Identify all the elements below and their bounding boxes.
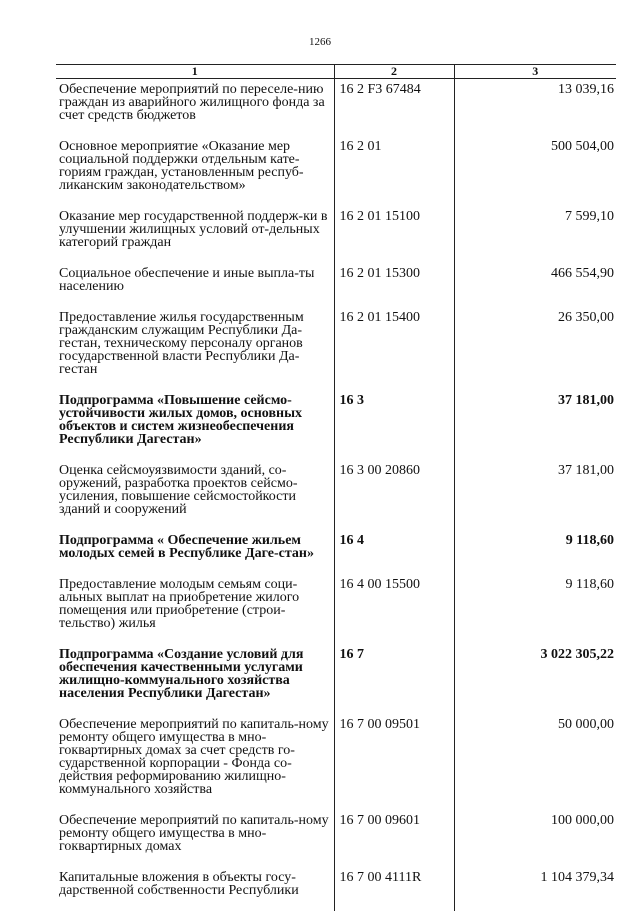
row-code-cell: 16 4 00 15500 <box>334 574 454 644</box>
row-amount-cell: 50 000,00 <box>454 714 616 810</box>
column-header-1: 1 <box>56 65 334 79</box>
table-row <box>56 460 616 530</box>
row-code-cell: 16 2 F3 67484 <box>334 79 454 137</box>
table-header-row <box>56 65 616 79</box>
row-amount-cell: 7 599,10 <box>454 206 616 263</box>
row-amount-cell: 9 118,60 <box>454 530 616 574</box>
row-amount-cell: 13 039,16 <box>454 79 616 137</box>
table-row <box>56 263 616 307</box>
row-code-cell: 16 7 00 09501 <box>334 714 454 810</box>
row-name-cell: Обеспечение мероприятий по капиталь-ному ремонту общего имущества в мно-гоквартирных домах за счет средств го-сударственной корпорации - Фонда со-действия реформированию жилищно-коммунального хозяйства <box>56 714 334 810</box>
table-row <box>56 530 616 574</box>
budget-table <box>56 64 616 911</box>
row-name-cell: Подпрограмма «Повышение сейсмо-устойчивости жилых домов, основных объектов и систем жизнеобеспечения Республики Дагестан» <box>56 390 334 460</box>
row-code-cell: 16 2 01 15400 <box>334 307 454 390</box>
row-name-cell: Подпрограмма «Создание условий для обеспечения качественными услугами жилищно-коммунального хозяйства населения Республики Дагестан» <box>56 644 334 714</box>
row-code-cell: 16 7 00 4111R <box>334 867 454 911</box>
table-row <box>56 136 616 206</box>
row-code-cell: 16 3 <box>334 390 454 460</box>
row-amount-cell: 466 554,90 <box>454 263 616 307</box>
row-amount-cell: 1 104 379,34 <box>454 867 616 911</box>
row-name-cell: Социальное обеспечение и иные выпла-ты населению <box>56 263 334 307</box>
row-code-cell: 16 3 00 20860 <box>334 460 454 530</box>
row-amount-cell: 3 022 305,22 <box>454 644 616 714</box>
row-amount-cell: 37 181,00 <box>454 460 616 530</box>
row-name-cell: Основное мероприятие «Оказание мер социальной поддержки отдельным кате-гориям граждан, установленным респуб-ликанским законодательством» <box>56 136 334 206</box>
row-code-cell: 16 2 01 <box>334 136 454 206</box>
table-body <box>56 79 616 911</box>
table-row <box>56 574 616 644</box>
row-code-cell: 16 7 00 09601 <box>334 810 454 867</box>
table-row <box>56 644 616 714</box>
row-code-cell: 16 2 01 15100 <box>334 206 454 263</box>
column-header-2: 2 <box>334 65 454 79</box>
row-code-cell: 16 4 <box>334 530 454 574</box>
table-row <box>56 390 616 460</box>
row-name-cell: Обеспечение мероприятий по капиталь-ному ремонту общего имущества в мно-гоквартирных домах <box>56 810 334 867</box>
row-amount-cell: 9 118,60 <box>454 574 616 644</box>
row-name-cell: Подпрограмма « Обеспечение жильем молодых семей в Республике Даге-стан» <box>56 530 334 574</box>
budget-table-container <box>56 64 616 911</box>
table-row <box>56 79 616 137</box>
row-amount-cell: 37 181,00 <box>454 390 616 460</box>
table-row <box>56 867 616 911</box>
row-name-cell: Предоставление жилья государственным гражданским служащим Республики Да-гестан, техническому персоналу органов государственной власти Республики Да-гестан <box>56 307 334 390</box>
table-row <box>56 206 616 263</box>
row-amount-cell: 26 350,00 <box>454 307 616 390</box>
row-amount-cell: 100 000,00 <box>454 810 616 867</box>
page-number: 1266 <box>0 36 640 48</box>
row-name-cell: Оценка сейсмоуязвимости зданий, со-оружений, разработка проектов сейсмо-усиления, повышение сейсмостойкости зданий и сооружений <box>56 460 334 530</box>
row-name-cell: Оказание мер государственной поддерж-ки в улучшении жилищных условий от-дельных категорий граждан <box>56 206 334 263</box>
row-code-cell: 16 2 01 15300 <box>334 263 454 307</box>
row-name-cell: Обеспечение мероприятий по переселе-нию граждан из аварийного жилищного фонда за счет средств бюджетов <box>56 79 334 137</box>
row-amount-cell: 500 504,00 <box>454 136 616 206</box>
table-row <box>56 810 616 867</box>
row-code-cell: 16 7 <box>334 644 454 714</box>
table-row <box>56 307 616 390</box>
row-name-cell: Капитальные вложения в объекты госу-дарственной собственности Республики <box>56 867 334 911</box>
table-row <box>56 714 616 810</box>
row-name-cell: Предоставление молодым семьям соци-альных выплат на приобретение жилого помещения или приобретение (строи-тельство) жилья <box>56 574 334 644</box>
column-header-3: 3 <box>454 65 616 79</box>
